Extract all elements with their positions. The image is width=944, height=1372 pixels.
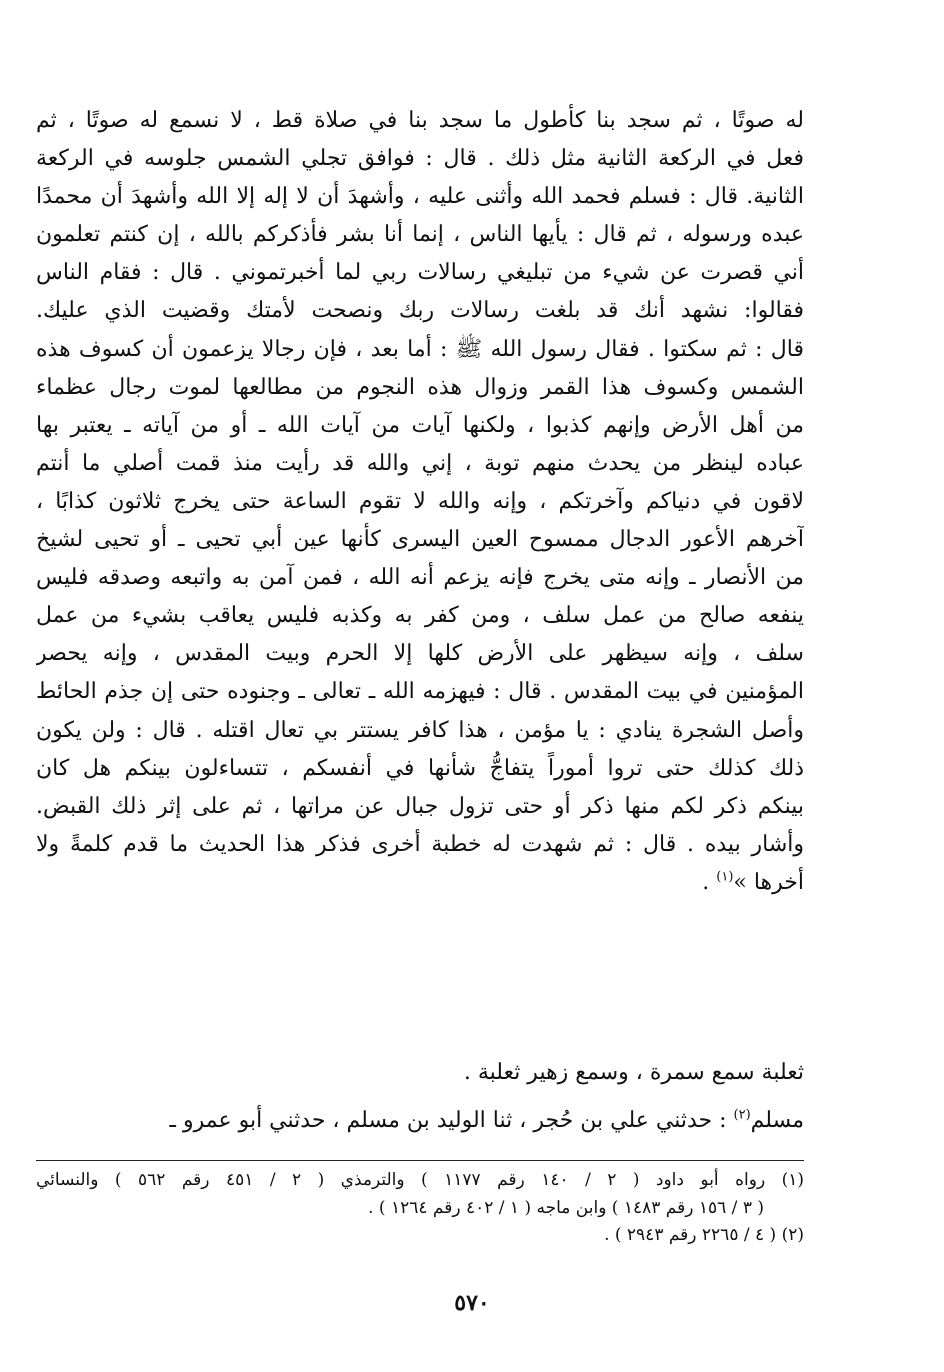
text-line: فعل في الركعة الثانية مثل ذلك . قال : فوافق تجلي الشمس جلوسه في الركعة xyxy=(36,146,804,172)
text-line: بينكم ذكر لكم منها ذكر أو حتى تزول جبال عن مراتها ، ثم على إثر ذلك القبض. xyxy=(36,793,804,819)
text-line-last xyxy=(36,864,804,902)
text-line: لاقون في دنياكم وآخرتكم ، وإنه والله لا تقوم الساعة حتى يخرج ثلاثون كذابًا ، xyxy=(36,488,804,514)
footnote-1: (١) رواه أبو داود ( ٢ / ١٤٠ رقم ١١٧٧ ) والترمذي ( ٢ / ٤٥١ رقم ٥٦٢ ) والنسائي xyxy=(36,1170,804,1190)
text-line: ذلك كذلك حتى تروا أموراً يتفاجُّ شأنها في أنفسكم ، تتساءلون بينكم هل كان xyxy=(36,755,804,781)
text-line: عباده لينظر من يحدث منهم توبة ، إني والله قد رأيت منذ قمت أصلي ما أنتم xyxy=(36,450,804,476)
isnad-source: مسلم xyxy=(750,1108,804,1133)
isnad-text: : حدثني علي بن حُجر ، ثنا الوليد بن مسلم ، حدثني أبو عمرو ـ xyxy=(169,1108,734,1133)
text-line: من أهل الأرض وإنهم كذبوا ، ولكنها آيات من آيات الله ـ أو من آياته ـ يعتبر بها xyxy=(36,412,804,438)
text-line: من الأنصار ـ وإنه متى يخرج فإنه يزعم أنه الله ، فمن آمن به واتبعه وصدقه فليس xyxy=(36,565,804,591)
text-line: عبده ورسوله ، ثم قال : يأيها الناس ، إنما أنا بشر فأذكركم بالله ، إن كنتم تعلمون xyxy=(36,222,804,248)
footnote-marker-2: (٢) xyxy=(733,1107,751,1123)
text-line: وأصل الشجرة ينادي : يا مؤمن ، هذا كافر يستتر بي تعال اقتله . قال : ولن يكون xyxy=(36,717,804,743)
page-number: ٥٧٠ xyxy=(454,1290,490,1316)
text-line-last-end: . xyxy=(702,869,717,895)
main-text xyxy=(36,102,804,902)
paragraph-narrator-note: ثعلبة سمع سمرة ، وسمع زهير ثعلبة . xyxy=(463,1060,804,1085)
footnotes xyxy=(36,1167,804,1250)
text-line: له صوتًا ، ثم سجد بنا كأطول ما سجد بنا في صلاة قط ، لا نسمع له صوتًا ، ثم xyxy=(36,108,804,133)
text-line: المؤمنين في بيت المقدس . قال : فيهزمه الله ـ تعالى ـ وجنوده حتى إن جذم الحائط xyxy=(36,679,804,705)
text-line-last-content: أخرها » xyxy=(733,869,804,895)
footnote-1-continued: ( ٣ / ١٥٦ رقم ١٤٨٣ ) وابن ماجه ( ١ / ٤٠٢ رقم ١٢٦٤ ) . xyxy=(368,1197,764,1218)
paragraph-isnad xyxy=(36,1108,804,1133)
text-line: قال : ثم سكتوا . فقال رسول الله ﷺ : أما بعد ، فإن رجالا يزعمون أن كسوف هذه xyxy=(36,336,804,362)
text-line: أني قصرت عن شيء من تبليغي رسالات ربي لما أخبرتموني . قال : فقام الناس xyxy=(36,260,804,286)
text-line: سلف ، وإنه سيظهر على الأرض كلها إلا الحرم وبيت المقدس ، وإنه يحصر xyxy=(36,641,804,667)
footnote-marker-1: (١) xyxy=(716,869,734,885)
text-line: الشمس وكسوف هذا القمر وزوال هذه النجوم من مطالعها لموت رجال عظماء xyxy=(36,374,804,400)
text-line: فقالوا: نشهد أنك قد بلغت رسالات ربك ونصحت لأمتك وقضيت الذي عليك. xyxy=(36,298,804,324)
text-line: وأشار بيده . قال : ثم شهدت له خطبة أخرى فذكر هذا الحديث ما قدم كلمةً ولا xyxy=(36,831,804,857)
text-line: ينفعه صالح من عمل سلف ، ومن كفر به وكذبه فليس يعاقب بشيء من عمل xyxy=(36,603,804,629)
text-line: الثانية. قال : فسلم فحمد الله وأثنى عليه ، وأشهدَ أن لا إله إلا الله وأشهدَ أن محمدًا xyxy=(36,184,804,210)
footnote-divider xyxy=(36,1160,804,1161)
text-line: آخرهم الأعور الدجال ممسوح العين اليسرى كأنها عين أبي تحيى ـ أو تحيى لشيخ xyxy=(36,527,804,553)
footnote-2: (٢) ( ٤ / ٢٢٦٥ رقم ٢٩٤٣ ) . xyxy=(604,1225,804,1245)
